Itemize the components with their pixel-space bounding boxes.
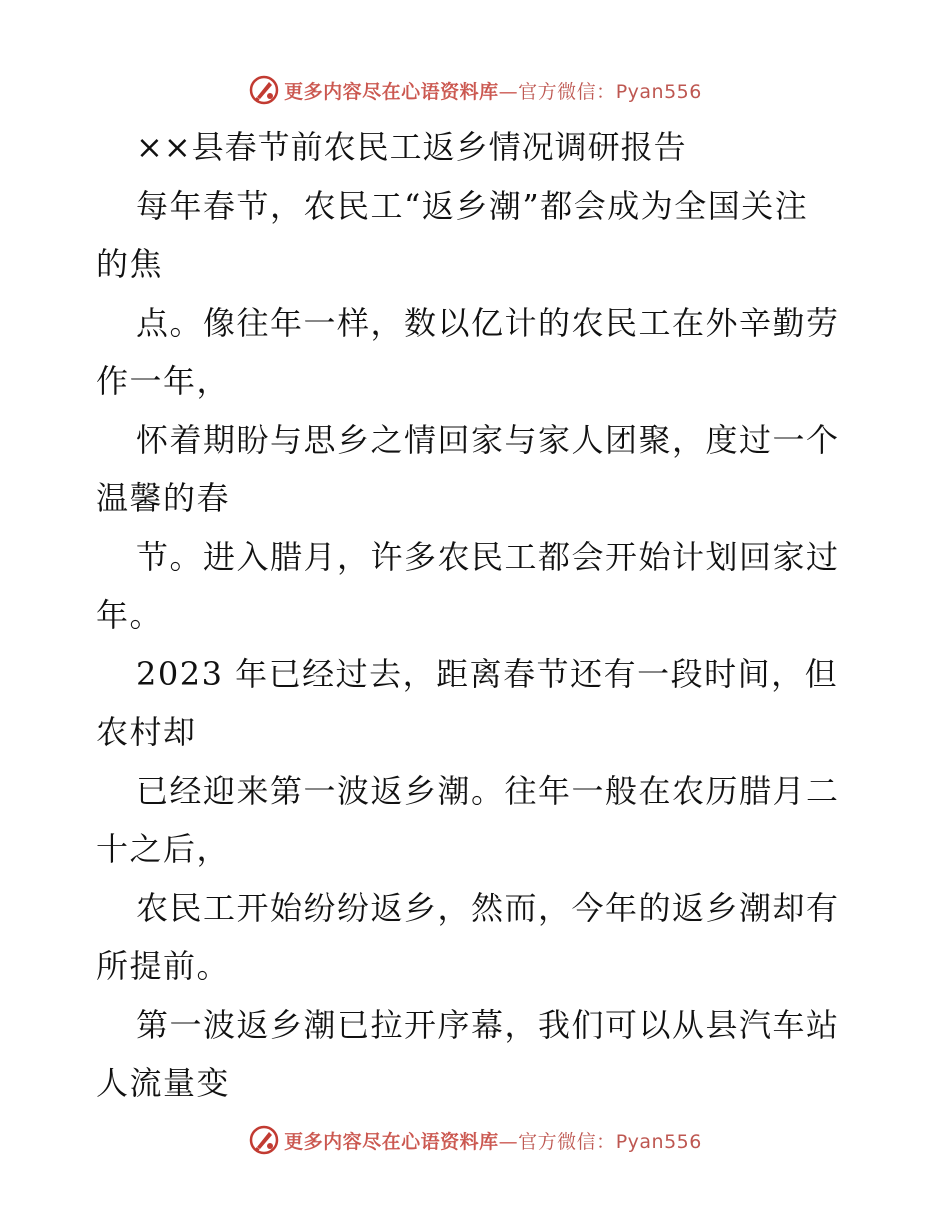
document-line: 所提前。 <box>96 947 231 985</box>
document-line: 农村却 <box>96 713 197 751</box>
footer-banner-text <box>284 1127 702 1154</box>
document-line: 农民工开始纷纷返乡，然而，今年的返乡潮却有 <box>136 888 840 927</box>
header-banner-content <box>248 74 702 106</box>
footer-banner-contact-label: 官方微信： <box>518 1130 616 1153</box>
footer-banner-title: 更多内容尽在心语资料库 <box>284 1130 499 1153</box>
header-banner-separator: — <box>498 80 519 103</box>
document-line: 每年春节，农民工“返乡潮”都会成为全国关注 <box>136 186 809 225</box>
document-line: 2023 年已经过去，距离春节还有一段时间，但 <box>136 654 839 693</box>
footer-banner-content <box>248 1124 702 1156</box>
header-banner-title: 更多内容尽在心语资料库 <box>284 80 499 103</box>
document-line: 的焦 <box>96 245 164 283</box>
document-line: 怀着期盼与思乡之情回家与家人团聚，度过一个 <box>136 420 840 459</box>
header-banner-text <box>284 77 702 104</box>
document-line: 年。 <box>96 596 164 634</box>
document-line: 人流量变 <box>96 1064 231 1102</box>
document-line: 温馨的春 <box>96 479 231 517</box>
header-banner-contact-id: Pyan556 <box>615 80 702 103</box>
quill-seal-icon <box>248 1124 280 1156</box>
header-banner-contact-label: 官方微信： <box>518 80 616 103</box>
quill-seal-icon <box>248 74 280 106</box>
footer-banner-contact-id: Pyan556 <box>615 1130 702 1153</box>
document-line: 作一年， <box>96 362 231 400</box>
footer-banner <box>0 1120 950 1160</box>
document-line: 十之后， <box>96 830 231 868</box>
document-body <box>96 118 856 1113</box>
document-line: 节。进入腊月，许多农民工都会开始计划回家过 <box>136 537 840 576</box>
document-line: 已经迎来第一波返乡潮。往年一般在农历腊月二 <box>136 771 840 810</box>
document-line: 点。像往年一样，数以亿计的农民工在外辛勤劳 <box>136 303 840 342</box>
document-line: 第一波返乡潮已拉开序幕，我们可以从县汽车站 <box>136 1005 840 1044</box>
footer-banner-separator: — <box>498 1130 519 1153</box>
document-title: ××县春节前农民工返乡情况调研报告 <box>136 128 687 166</box>
header-banner <box>0 70 950 110</box>
